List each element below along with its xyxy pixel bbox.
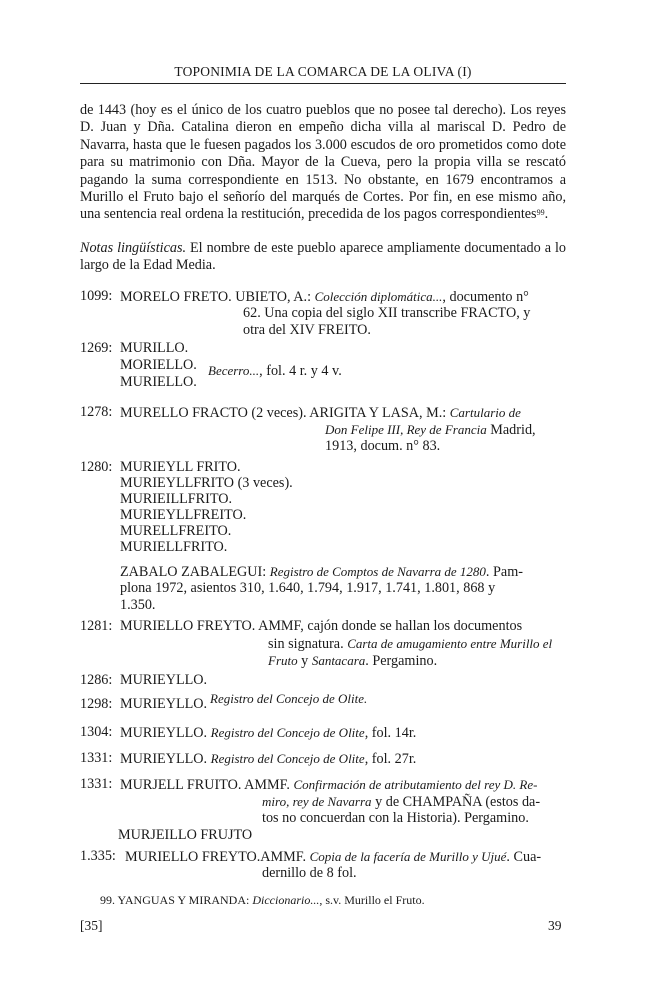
entry-line: Don Felipe III, Rey de Francia Madrid, (325, 422, 536, 438)
entry-source: ZABALO ZABALEGUI: Registro de Comptos de Navarra de 1280. Pam- (120, 564, 523, 580)
paragraph-linguistic-notes (80, 240, 566, 275)
entry-year: 1278: (80, 404, 113, 420)
entry-line: Fruto y Santacara. Pergamino. (268, 653, 438, 669)
entry-line: MORELO FRETO. UBIETO, A.: Colección diplomática..., documento n° (120, 289, 529, 305)
entry-year: 1331: (80, 776, 113, 792)
footnote-ref: 99 (536, 208, 545, 218)
entry-line: MURIEYLLO. Registro del Concejo de Olite, fol. 27r. (120, 751, 417, 767)
entry-form: MURIEILLFRITO. (120, 491, 233, 507)
entry-form: MURIEYLLFREITO. (120, 507, 247, 523)
entry-line: MURJELL FRUITO. AMMF. Confirmación de atributamiento del rey D. Re- (120, 777, 538, 793)
entry-line: miro, rey de Navarra y de CHAMPAÑA (estos da- (262, 794, 541, 810)
entry-year: 1286: (80, 672, 113, 688)
entry-source: plona 1972, asientos 310, 1.640, 1.794, 1.917, 1.741, 1.801, 868 y (120, 580, 496, 596)
entry-year: 1280: (80, 459, 113, 475)
entry-line: sin signatura. Carta de amugamiento entre Murillo el (268, 636, 553, 652)
entry-form: MURIEYLLO. (120, 696, 208, 712)
entry-line: dernillo de 8 fol. (262, 865, 357, 881)
header-rule (80, 83, 566, 84)
entry-form: MURIELLFRITO. (120, 539, 228, 555)
entry-year: 1269: (80, 340, 113, 356)
entry-source: Becerro..., fol. 4 r. y 4 v. (208, 363, 342, 379)
entry-source: Registro del Concejo de Olite. (210, 691, 368, 706)
entry-line: tos no concuerdan con la Historia). Pergamino. (262, 810, 529, 826)
entry-line: 62. Una copia del siglo XII transcribe FRACTO, y (243, 305, 531, 321)
entry-form: MURELLFREITO. (120, 523, 232, 539)
entry-line: MURIELLO FREYTO. AMMF, cajón donde se hallan los documentos (120, 618, 523, 634)
entry-line: MURIEYLLO. Registro del Concejo de Olite, fol. 14r. (120, 725, 417, 741)
section-text: El nombre de este pueblo aparece ampliamente documentado a lo largo de la Edad Media. (80, 240, 566, 274)
folio-left: [35] (80, 918, 103, 933)
entry-form: MORIELLO. (120, 357, 197, 373)
page-number: 39 (548, 918, 562, 933)
footnote-99: 99. YANGUAS Y MIRANDA: Diccionario..., s.v. Murillo el Fruto. (100, 893, 425, 907)
entry-year: 1304: (80, 724, 113, 740)
entry-line: MURIELLO FREYTO.AMMF. Copia de la facería de Murillo y Ujué. Cua- (125, 849, 542, 865)
entry-line: otra del XIV FREITO. (243, 322, 371, 338)
entry-line: 1913, docum. n° 83. (325, 438, 441, 454)
entry-form: MURIEYLLFRITO (3 veces). (120, 475, 293, 491)
entry-year: 1331: (80, 750, 113, 766)
paragraph-text: de 1443 (hoy es el único de los cuatro pueblos que no posee tal derecho). Los reyes D. Juan y Dña. Catalina dieron en empeño dicha villa al mariscal D. Pedro de Navarra, hasta que le fuesen pagados los 3.000 escudos de oro prometidos como dote para su matrimonio con Dña. Mayor de la Cueva, pero la propia villa se rescató pagando la suma correspondiente en 1513. No obstante, en 1679 encontramos a Murillo el Fruto bajo el señorío del marqués de Cortes. Por fin, en ese mismo año, una sentencia real ordena la restitución, precedida de los pagos correspondientes (80, 102, 566, 223)
entry-form: MURILLO. (120, 340, 189, 356)
entry-form: MURIEYLL FRITO. (120, 459, 241, 475)
entry-form: MURIELLO. (120, 374, 197, 390)
running-header: TOPONIMIA DE LA COMARCA DE LA OLIVA (I) (174, 64, 472, 79)
paragraph-history: de 1443 (hoy es el único de los cuatro pueblos que no posee tal derecho). Los reyes D. Juan y Dña. Catalina dieron en empeño dicha villa al mariscal D. Pedro de Navarra, hasta que le fuesen pagados los 3.000 escudos de oro prometidos como dote para su matrimonio con Dña. Mayor de la Cueva, pero la propia villa se rescató pagando la suma correspondiente en 1513. No obstante, en 1679 encontramos a Murillo el Fruto bajo el señorío del marqués de Cortes. Por fin, en ese mismo año, una sentencia real ordena la restitución, precedida de los pagos correspondientes$^{99}$. (80, 102, 566, 223)
entry-year: 1099: (80, 288, 113, 304)
section-label: Notas lingüísticas. (80, 240, 187, 256)
entry-year: 1281: (80, 618, 113, 634)
entry-year: 1298: (80, 696, 113, 712)
entry-form: MURIEYLLO. (120, 672, 208, 688)
entry-extra-form: MURJEILLO FRUJTO (118, 827, 253, 843)
entry-source: 1.350. (120, 597, 156, 613)
entry-line: MURELLO FRACTO (2 veces). ARIGITA Y LASA, M.: Cartulario de (120, 405, 521, 421)
entry-year: 1.335: (80, 848, 116, 864)
